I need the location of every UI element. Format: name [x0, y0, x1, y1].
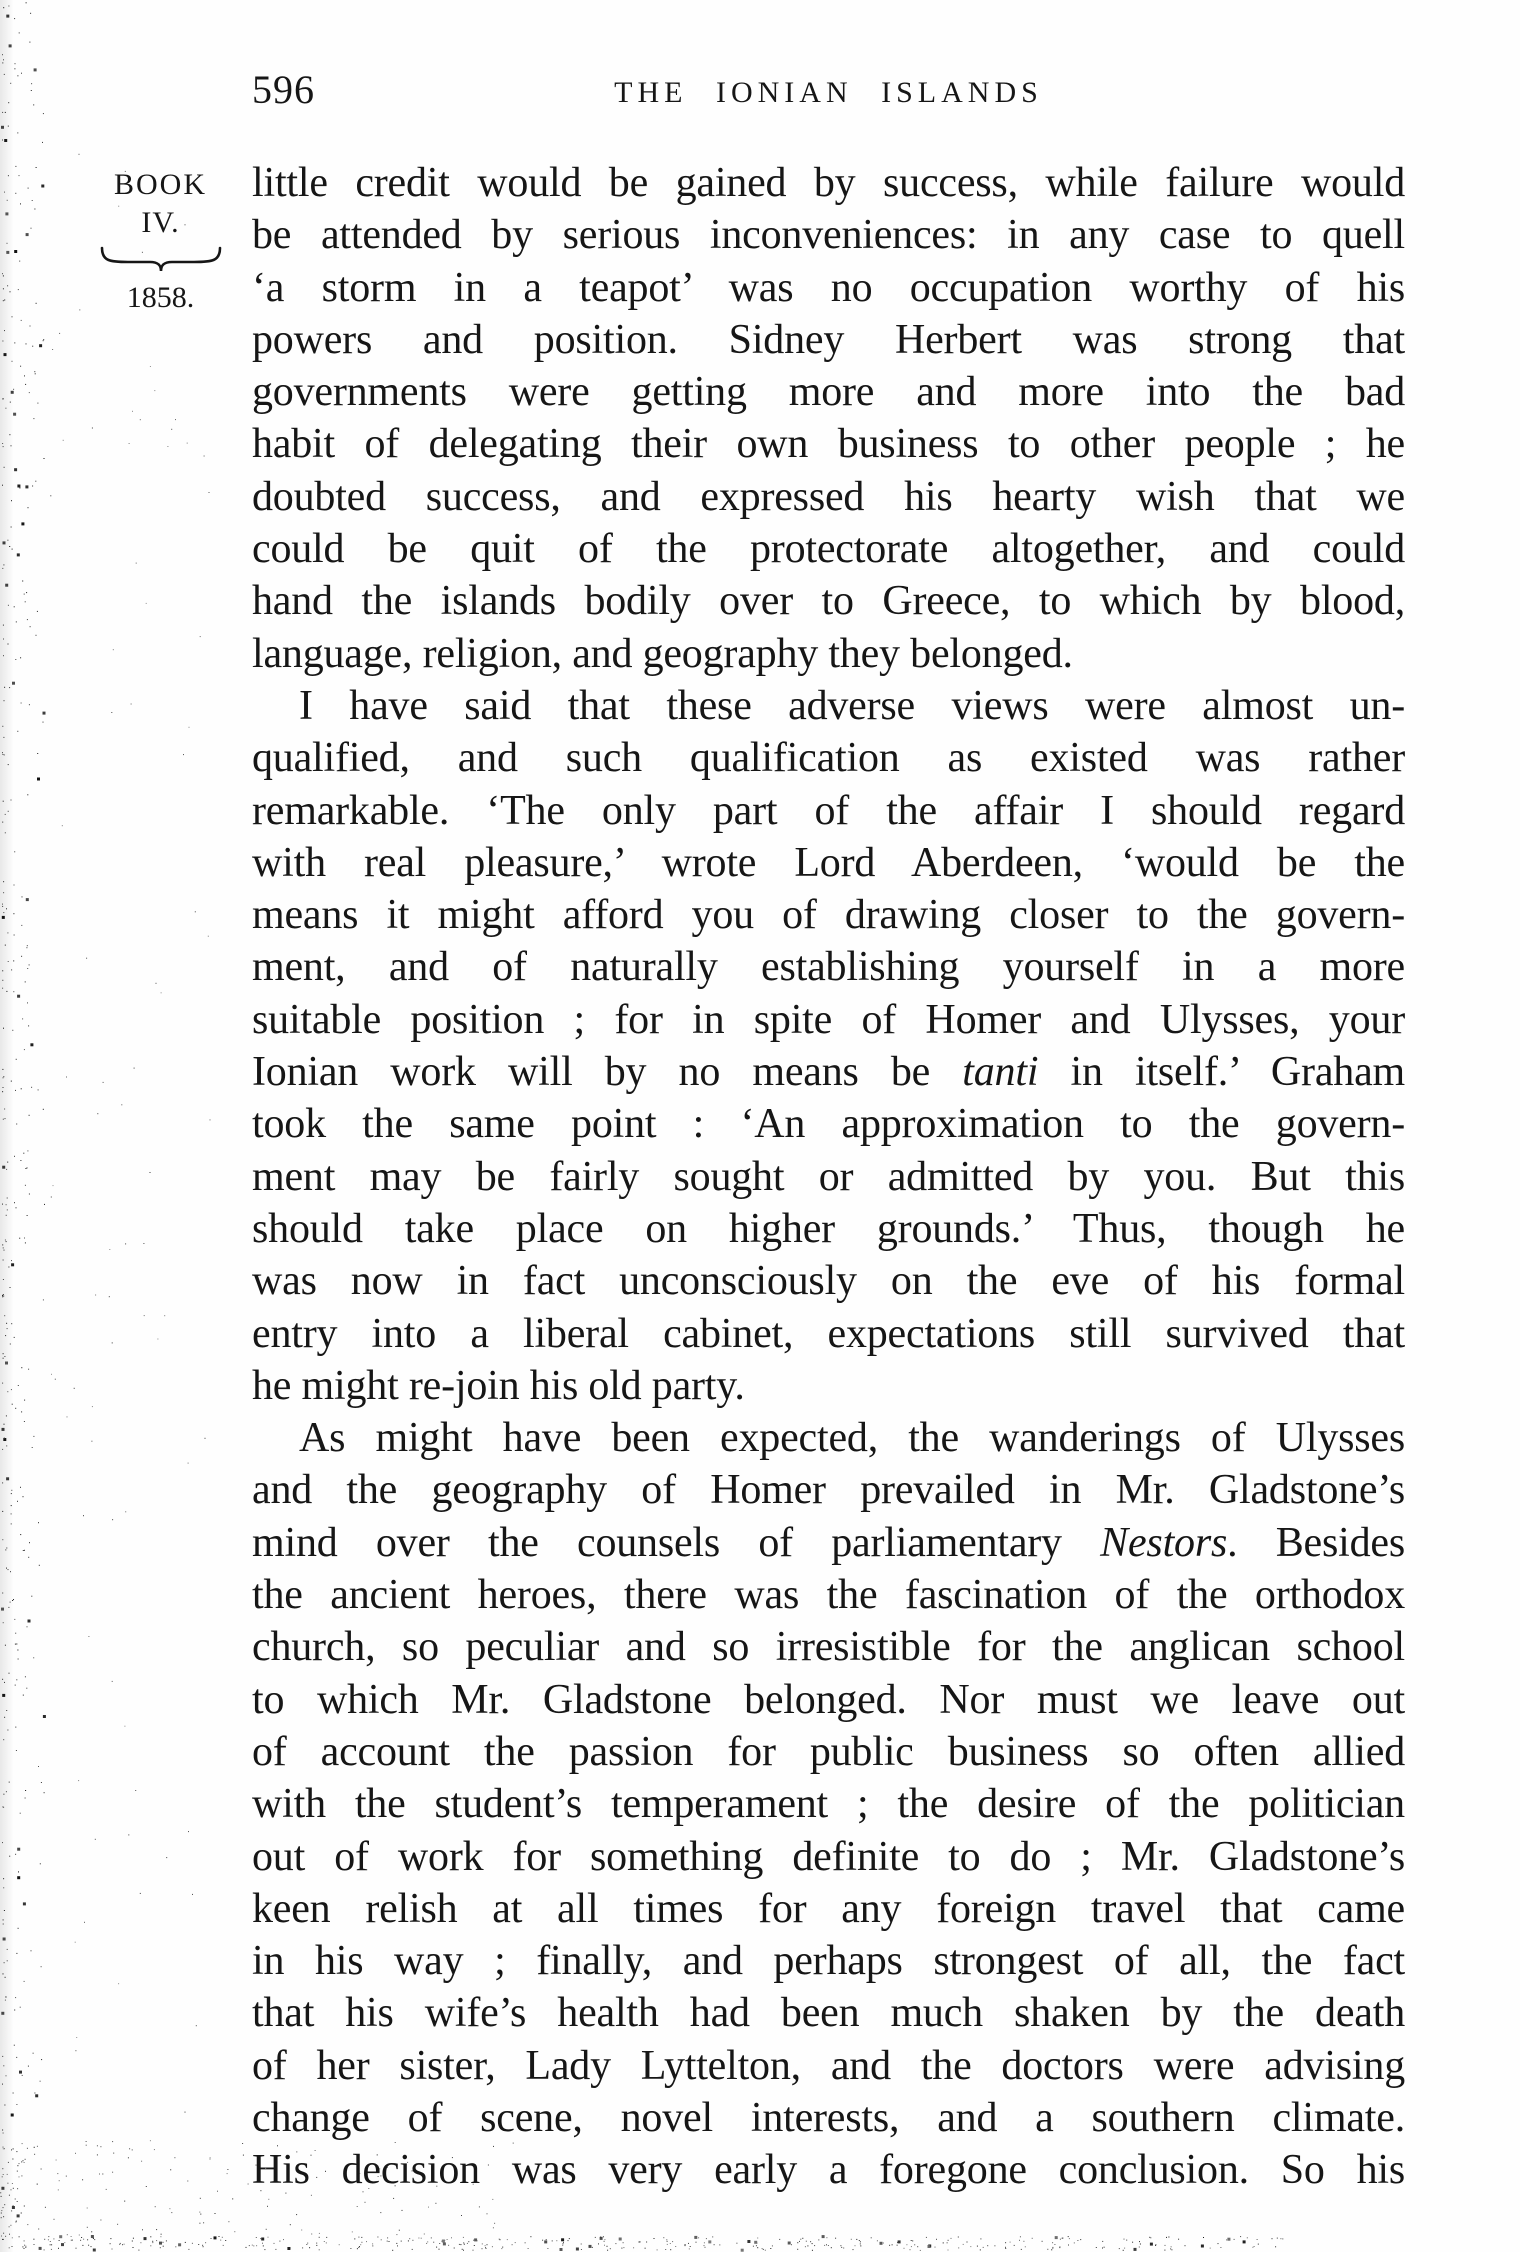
text-segment: with the student’s temperament ; the desire of the politician [252, 1781, 1405, 1828]
text-segment: ment, and of naturally establishing yourself in a more [252, 944, 1405, 991]
text-line [252, 941, 1405, 993]
text-line [252, 785, 1405, 837]
text-line [252, 732, 1405, 784]
text-line [252, 1569, 1405, 1621]
text-line [252, 1412, 1405, 1464]
text-line [252, 994, 1405, 1046]
text-segment: qualified, and such qualification as existed was rather [252, 735, 1405, 782]
text-segment: I have said that these adverse views were almost un- [299, 682, 1405, 729]
text-segment: he might re-join his old party. [252, 1362, 745, 1409]
text-line [252, 1778, 1405, 1830]
text-line [252, 1151, 1405, 1203]
text-line [252, 680, 1405, 732]
text-segment: His decision was very early a foregone conclusion. So his [252, 2147, 1405, 2194]
text-segment: mind over the counsels of parliamentary [252, 1519, 1101, 1566]
text-line [252, 418, 1405, 470]
text-segment: that his wife’s health had been much shaken by the death [252, 1990, 1405, 2037]
text-line [252, 1831, 1405, 1883]
text-line [252, 1464, 1405, 1516]
text-line [252, 1935, 1405, 1987]
text-segment: and the geography of Homer prevailed in Mr. Gladstone’s [252, 1467, 1405, 1514]
text-segment: little credit would be gained by success, while failure would [252, 160, 1405, 206]
text-line [252, 471, 1405, 523]
text-segment: governments were getting more and more into the bad [252, 369, 1405, 416]
book-volume-label: IV. [141, 206, 180, 239]
text-line [252, 1621, 1405, 1673]
text-segment: hand the islands bodily over to Greece, to which by blood, [252, 578, 1405, 625]
text-line [252, 314, 1405, 366]
text-segment: entry into a liberal cabinet, expectations still survived that [252, 1310, 1405, 1357]
text-line [252, 628, 1405, 680]
text-line [252, 2144, 1405, 2196]
book-label: BOOK [113, 168, 207, 201]
text-line [252, 1517, 1405, 1569]
text-segment: in itself.’ Graham [1038, 1049, 1405, 1096]
text-line [252, 889, 1405, 941]
text-segment: out of work for something definite to do ; Mr. Gladstone’s [252, 1833, 1405, 1880]
text-segment: to which Mr. Gladstone belonged. Nor must we leave out [252, 1676, 1405, 1723]
text-segment: doubted success, and expressed his hearty wish that we [252, 473, 1405, 520]
text-segment: could be quit of the protectorate altogether, and could [252, 526, 1405, 573]
text-segment: ment may be fairly sought or admitted by you. But this [252, 1153, 1405, 1200]
text-line [252, 1674, 1405, 1726]
margin-year: 1858. [126, 281, 195, 314]
text-segment: should take place on higher grounds.’ Thus, though he [252, 1205, 1405, 1252]
text-line [252, 1098, 1405, 1150]
text-segment: keen relish at all times for any foreign travel that came [252, 1885, 1405, 1932]
text-segment: Ionian work will by no means be [252, 1049, 963, 1096]
text-segment: of account the passion for public business so often allied [252, 1728, 1405, 1775]
text-line [252, 2092, 1405, 2144]
underbrace-icon [98, 244, 224, 274]
text-segment: church, so peculiar and so irresistible for the anglican school [252, 1624, 1405, 1671]
text-line [252, 262, 1405, 314]
text-line [252, 1203, 1405, 1255]
text-segment: of her sister, Lady Lyttelton, and the doctors were advising [252, 2042, 1405, 2089]
text-line [252, 1987, 1405, 2039]
text-line [252, 837, 1405, 889]
text-segment: was now in fact unconsciously on the eve of his formal [252, 1258, 1405, 1305]
italic-word: tanti [962, 1049, 1039, 1096]
text-segment: in his way ; finally, and perhaps strongest of all, the fact [252, 1938, 1405, 1985]
text-line [252, 366, 1405, 418]
text-segment: habit of delegating their own business to other people ; he [252, 421, 1405, 468]
text-segment: the ancient heroes, there was the fascination of the orthodox [252, 1572, 1405, 1619]
text-line [252, 1046, 1405, 1098]
running-header: THE IONIAN ISLANDS [614, 76, 1043, 109]
text-line [252, 2040, 1405, 2092]
text-line [252, 523, 1405, 575]
text-segment: took the same point : ‘An approximation to the govern- [252, 1101, 1405, 1148]
italic-word: Nestors [1100, 1519, 1228, 1566]
text-line [252, 1360, 1405, 1412]
text-segment: be attended by serious inconveniences: in any case to quell [252, 212, 1405, 259]
text-line [252, 157, 1405, 209]
text-line [252, 1883, 1405, 1935]
text-segment: . Besides [1227, 1519, 1406, 1566]
text-line [252, 209, 1405, 261]
text-segment: ‘a storm in a teapot’ was no occupation worthy of his [252, 264, 1405, 311]
text-line [252, 575, 1405, 627]
body-text [252, 157, 1405, 2197]
text-line [252, 1308, 1405, 1360]
scan-noise-speckles [0, 0, 1, 1]
text-line [252, 1726, 1405, 1778]
text-segment: with real pleasure,’ wrote Lord Aberdeen, ‘would be the [252, 839, 1405, 886]
scan-edge-shade [0, 0, 14, 2252]
text-segment: change of scene, novel interests, and a southern climate. [252, 2094, 1405, 2141]
margin-note [95, 170, 226, 313]
text-segment: As might have been expected, the wanderings of Ulysses [299, 1415, 1405, 1462]
text-segment: language, religion, and geography they belonged. [252, 630, 1073, 677]
text-segment: means it might afford you of drawing closer to the govern- [252, 892, 1405, 939]
text-segment: suitable position ; for in spite of Homer and Ulysses, your [252, 996, 1405, 1043]
page-number: 596 [252, 67, 315, 112]
text-segment: remarkable. ‘The only part of the affair I should regard [252, 787, 1405, 834]
text-line [252, 1255, 1405, 1307]
text-segment: powers and position. Sidney Herbert was strong that [252, 316, 1405, 363]
